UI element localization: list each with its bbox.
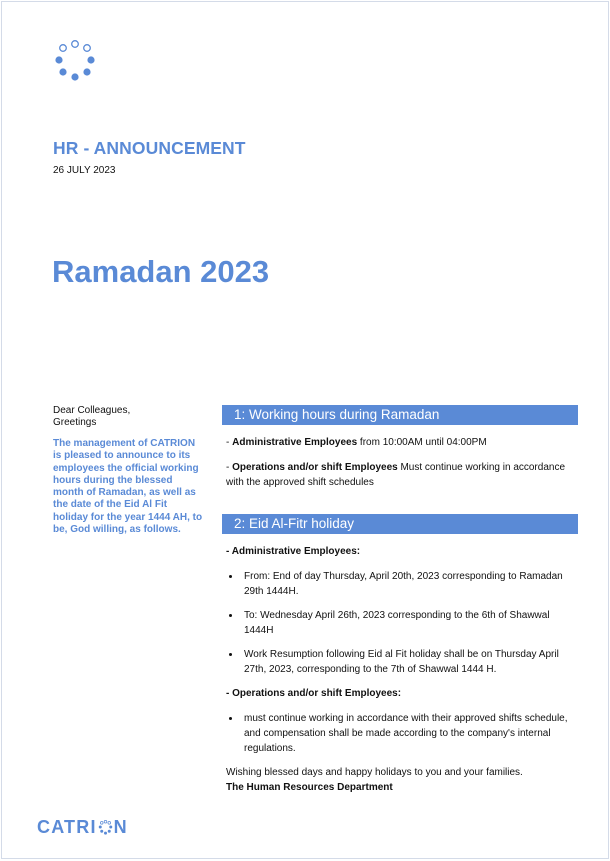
list-item: To: Wednesday April 26th, 2023 corresponding to the 6th of Shawwal 1444H bbox=[226, 608, 578, 638]
ops-hours-text: - Operations and/or shift Employees Must continue working in accordance with the approved shift schedules bbox=[226, 462, 566, 488]
ops-holiday-list bbox=[222, 711, 578, 756]
admin-employees-label: - Administrative Employees: bbox=[226, 546, 361, 557]
intro-column bbox=[53, 405, 203, 536]
details-column bbox=[222, 405, 578, 795]
catrion-ring-logo-icon bbox=[52, 40, 98, 84]
announcement-page bbox=[1, 1, 609, 859]
admin-holiday-list bbox=[222, 569, 578, 677]
admin-hours-text: - Administrative Employees from 10:00AM until 04:00PM bbox=[226, 437, 487, 448]
logo-o-ring-icon bbox=[98, 820, 113, 835]
section-heading-eid-holiday: 2: Eid Al-Fitr holiday bbox=[222, 514, 578, 534]
ops-label: Operations and/or shift Employees bbox=[232, 462, 398, 473]
greeting: Greetings bbox=[53, 417, 97, 428]
salutation: Dear Colleagues, bbox=[53, 405, 131, 416]
intro-paragraph: The management of CATRION is pleased to announce to its employees the official working hours during the blessed month of Ramadan, as well as the date of the Eid Al Fit holiday for the year 1444 AH, to be, God willing, as follows. bbox=[53, 438, 203, 536]
admin-label: Administrative Employees bbox=[232, 437, 358, 448]
closing-wishes: Wishing blessed days and happy holidays to you and your families. bbox=[226, 767, 523, 778]
catrion-wordmark-logo: CATRI N bbox=[37, 817, 128, 837]
list-item: must continue working in accordance with their approved shifts schedule, and compensation shall be made according to the company's internal regulations. bbox=[226, 711, 578, 756]
announcement-type: HR - ANNOUNCEMENT bbox=[53, 138, 246, 158]
section-heading-working-hours: 1: Working hours during Ramadan bbox=[222, 405, 578, 425]
signature: The Human Resources Department bbox=[226, 782, 393, 793]
list-item: From: End of day Thursday, April 20th, 2023 corresponding to Ramadan 29th 1444H. bbox=[226, 569, 578, 599]
ops-employees-label: - Operations and/or shift Employees: bbox=[226, 688, 402, 699]
list-item: Work Resumption following Eid al Fit holiday shall be on Thursday April 27th, 2023, corresponding to the 7th of Shawwal 1444 H. bbox=[226, 647, 578, 677]
announcement-date: 26 JULY 2023 bbox=[53, 165, 116, 176]
page-title: Ramadan 2023 bbox=[52, 254, 270, 289]
